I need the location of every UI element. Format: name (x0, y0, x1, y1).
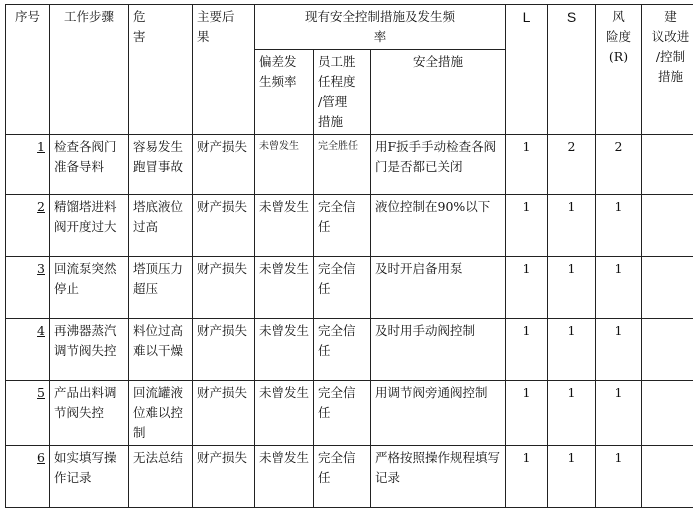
cell-R: 1 (596, 195, 642, 257)
cell-suggestion (642, 381, 693, 446)
cell-L: 1 (506, 135, 548, 195)
table-row (6, 381, 693, 446)
table-row (6, 195, 693, 257)
risk-assessment-table (5, 4, 693, 508)
cell-L: 1 (506, 195, 548, 257)
cell-consequence: 财产损失 (193, 446, 255, 508)
row-seq-link[interactable]: 2 (37, 199, 45, 214)
cell-deviation-freq: 未曾发生 (255, 257, 314, 319)
cell-step: 回流泵突然停止 (50, 257, 129, 319)
cell-step: 检查各阀门准备导料 (50, 135, 129, 195)
cell-R: 1 (596, 381, 642, 446)
header-step: 工作步骤 (50, 5, 129, 135)
header-seq: 序号 (6, 5, 50, 135)
header-hazard: 危 害 (129, 5, 193, 135)
cell-S: 1 (548, 195, 596, 257)
cell-deviation-freq: 未曾发生 (255, 381, 314, 446)
cell-step: 产品出料调节阀失控 (50, 381, 129, 446)
cell-competency: 完全信任 (314, 319, 371, 381)
cell-competency: 完全信任 (314, 446, 371, 508)
cell-suggestion (642, 319, 693, 381)
cell-safety-measure: 及时用手动阀控制 (371, 319, 506, 381)
table-row (6, 446, 693, 508)
cell-hazard: 料位过高难以干燥 (129, 319, 193, 381)
cell-deviation-freq: 未曾发生 (255, 135, 314, 195)
header-L: L (506, 5, 548, 135)
cell-deviation-freq: 未曾发生 (255, 446, 314, 508)
cell-S: 1 (548, 257, 596, 319)
header-S: S (548, 5, 596, 135)
cell-R: 1 (596, 319, 642, 381)
header-suggestion: 建 议改进 /控制 措施 (642, 5, 693, 135)
cell-competency: 完全信任 (314, 381, 371, 446)
cell-L: 1 (506, 381, 548, 446)
header-deviation-freq: 偏差发 生频率 (255, 50, 314, 135)
row-seq-link[interactable]: 3 (37, 261, 45, 276)
cell-hazard: 容易发生跑冒事故 (129, 135, 193, 195)
cell-consequence: 财产损失 (193, 257, 255, 319)
cell-L: 1 (506, 257, 548, 319)
cell-step: 如实填写操作记录 (50, 446, 129, 508)
cell-suggestion (642, 195, 693, 257)
header-safety-measure: 安全措施 (371, 50, 506, 135)
cell-suggestion (642, 135, 693, 195)
cell-competency: 完全信任 (314, 257, 371, 319)
cell-S: 1 (548, 381, 596, 446)
cell-L: 1 (506, 446, 548, 508)
cell-consequence: 财产损失 (193, 381, 255, 446)
cell-consequence: 财产损失 (193, 319, 255, 381)
cell-suggestion (642, 446, 693, 508)
row-seq-link[interactable]: 1 (37, 139, 45, 154)
cell-deviation-freq: 未曾发生 (255, 319, 314, 381)
cell-deviation-freq: 未曾发生 (255, 195, 314, 257)
cell-competency: 完全信任 (314, 195, 371, 257)
cell-hazard: 回流罐液位难以控制 (129, 381, 193, 446)
header-consequence: 主要后 果 (193, 5, 255, 135)
cell-suggestion (642, 257, 693, 319)
header-existing-controls: 现有安全控制措施及发生频 率 (255, 5, 506, 50)
cell-safety-measure: 用F扳手手动检查各阀门是否都已关闭 (371, 135, 506, 195)
cell-step: 再沸器蒸汽调节阀失控 (50, 319, 129, 381)
table-row (6, 319, 693, 381)
cell-safety-measure: 及时开启备用泵 (371, 257, 506, 319)
cell-consequence: 财产损失 (193, 195, 255, 257)
cell-R: 1 (596, 446, 642, 508)
cell-R: 1 (596, 257, 642, 319)
cell-safety-measure: 用调节阀旁通阀控制 (371, 381, 506, 446)
cell-S: 1 (548, 446, 596, 508)
row-seq-link[interactable]: 5 (37, 385, 45, 400)
cell-competency: 完全胜任 (314, 135, 371, 195)
cell-consequence: 财产损失 (193, 135, 255, 195)
header-R: 风 险度 (R) (596, 5, 642, 135)
cell-R: 2 (596, 135, 642, 195)
cell-step: 精馏塔进料阀开度过大 (50, 195, 129, 257)
cell-hazard: 无法总结 (129, 446, 193, 508)
cell-hazard: 塔底液位过高 (129, 195, 193, 257)
cell-S: 2 (548, 135, 596, 195)
header-competency: 员工胜 任程度 /管理 措施 (314, 50, 371, 135)
cell-L: 1 (506, 319, 548, 381)
table-row (6, 257, 693, 319)
cell-S: 1 (548, 319, 596, 381)
row-seq-link[interactable]: 4 (37, 323, 45, 338)
table-row (6, 135, 693, 195)
cell-safety-measure: 液位控制在90%以下 (371, 195, 506, 257)
cell-safety-measure: 严格按照操作规程填写记录 (371, 446, 506, 508)
cell-hazard: 塔顶压力超压 (129, 257, 193, 319)
row-seq-link[interactable]: 6 (37, 450, 45, 465)
